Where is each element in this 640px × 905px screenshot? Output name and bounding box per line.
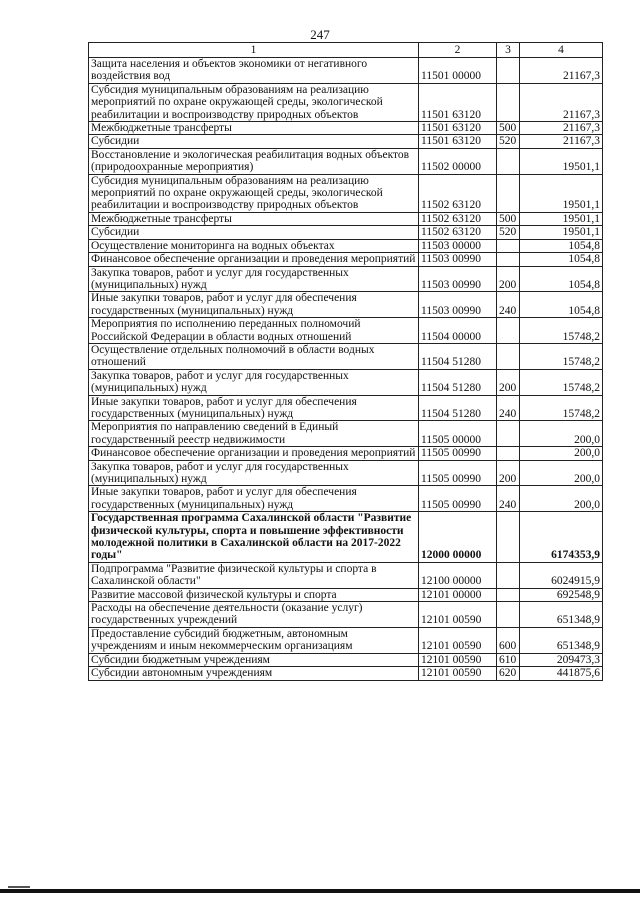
row-code: 12101 00590 [419, 667, 497, 680]
row-name: Закупка товаров, работ и услуг для государственных (муниципальных) нужд [89, 460, 419, 486]
row-name: Государственная программа Сахалинской области "Развитие физической культуры, спорта и повышение эффективности молодежной политики в Сахалинской области на 2017-2022 годы" [89, 512, 419, 563]
row-type: 520 [497, 135, 520, 148]
row-code: 11502 00000 [419, 148, 497, 174]
row-code: 11504 51280 [419, 395, 497, 421]
page-bottom-rule [0, 889, 640, 893]
row-amount: 200,0 [520, 421, 603, 447]
table-row [89, 148, 603, 174]
table-row [89, 343, 603, 369]
row-type [497, 148, 520, 174]
row-amount: 15748,2 [520, 318, 603, 344]
row-name: Субсидии [89, 135, 419, 148]
row-code: 11505 00990 [419, 486, 497, 512]
table-row [89, 318, 603, 344]
row-name: Иные закупки товаров, работ и услуг для обеспечения государственных (муниципальных) нужд [89, 486, 419, 512]
row-name: Осуществление отдельных полномочий в области водных отношений [89, 343, 419, 369]
row-amount: 441875,6 [520, 667, 603, 680]
row-type [497, 562, 520, 588]
row-name: Восстановление и экологическая реабилитация водных объектов (природоохранные мероприятия) [89, 148, 419, 174]
table-row [89, 226, 603, 239]
row-type: 500 [497, 122, 520, 135]
row-type: 620 [497, 667, 520, 680]
row-type [497, 421, 520, 447]
table-row [89, 667, 603, 680]
row-code: 12101 00590 [419, 653, 497, 666]
row-code: 11504 51280 [419, 343, 497, 369]
row-type: 610 [497, 653, 520, 666]
row-type: 500 [497, 212, 520, 225]
row-amount: 15748,2 [520, 343, 603, 369]
row-type [497, 83, 520, 121]
row-name: Финансовое обеспечение организации и проведения мероприятий [89, 447, 419, 460]
row-amount: 15748,2 [520, 369, 603, 395]
row-code: 11501 00000 [419, 58, 497, 84]
scan-mark [8, 886, 30, 888]
row-type: 520 [497, 226, 520, 239]
row-amount: 6174353,9 [520, 512, 603, 563]
row-name: Субсидия муниципальным образованиям на реализацию мероприятий по охране окружающей среды, экологической реабилитации и воспроизводству природных объектов [89, 174, 419, 212]
row-code: 11502 63120 [419, 174, 497, 212]
row-amount: 651348,9 [520, 627, 603, 653]
header-col-2: 2 [419, 43, 497, 58]
budget-table [88, 42, 603, 681]
table-row [89, 562, 603, 588]
row-amount: 19501,1 [520, 226, 603, 239]
table-row [89, 627, 603, 653]
row-amount: 200,0 [520, 486, 603, 512]
table-row [89, 292, 603, 318]
row-amount: 1054,8 [520, 239, 603, 252]
row-name: Иные закупки товаров, работ и услуг для обеспечения государственных (муниципальных) нужд [89, 292, 419, 318]
row-code: 11501 63120 [419, 122, 497, 135]
table-row [89, 266, 603, 292]
row-type [497, 512, 520, 563]
row-type [497, 239, 520, 252]
row-amount: 19501,1 [520, 174, 603, 212]
row-type: 240 [497, 395, 520, 421]
row-amount: 6024915,9 [520, 562, 603, 588]
row-code: 12100 00000 [419, 562, 497, 588]
page-number: 247 [310, 27, 330, 42]
row-amount: 19501,1 [520, 212, 603, 225]
header-col-1: 1 [89, 43, 419, 58]
row-code: 11503 00990 [419, 266, 497, 292]
table-row [89, 174, 603, 212]
row-type [497, 174, 520, 212]
table-row [89, 653, 603, 666]
row-code: 12000 00000 [419, 512, 497, 563]
row-type [497, 253, 520, 266]
row-type: 240 [497, 486, 520, 512]
header-col-3: 3 [497, 43, 520, 58]
row-code: 12101 00000 [419, 588, 497, 601]
row-code: 11503 00990 [419, 292, 497, 318]
table-row [89, 83, 603, 121]
row-name: Иные закупки товаров, работ и услуг для обеспечения государственных (муниципальных) нужд [89, 395, 419, 421]
table-row [89, 135, 603, 148]
row-amount: 200,0 [520, 460, 603, 486]
row-amount: 15748,2 [520, 395, 603, 421]
row-name: Межбюджетные трансферты [89, 122, 419, 135]
table-header-row [89, 43, 603, 58]
table-row [89, 602, 603, 628]
row-name: Мероприятия по исполнению переданных полномочий Российской Федерации в области водных отношений [89, 318, 419, 344]
row-name: Межбюджетные трансферты [89, 212, 419, 225]
row-code: 12101 00590 [419, 602, 497, 628]
row-amount: 19501,1 [520, 148, 603, 174]
row-code: 11504 51280 [419, 369, 497, 395]
row-amount: 21167,3 [520, 135, 603, 148]
row-name: Расходы на обеспечение деятельности (оказание услуг) государственных учреждений [89, 602, 419, 628]
row-code: 11504 00000 [419, 318, 497, 344]
row-amount: 651348,9 [520, 602, 603, 628]
row-type [497, 343, 520, 369]
row-name: Предоставление субсидий бюджетным, автономным учреждениям и иным некоммерческим организациям [89, 627, 419, 653]
row-name: Субсидии [89, 226, 419, 239]
row-code: 11501 63120 [419, 135, 497, 148]
table-row [89, 421, 603, 447]
table-row [89, 460, 603, 486]
row-amount: 1054,8 [520, 253, 603, 266]
row-code: 11503 00000 [419, 239, 497, 252]
row-type: 200 [497, 460, 520, 486]
row-code: 12101 00590 [419, 627, 497, 653]
row-code: 11505 00990 [419, 447, 497, 460]
row-name: Развитие массовой физической культуры и спорта [89, 588, 419, 601]
table-row [89, 122, 603, 135]
row-amount: 21167,3 [520, 83, 603, 121]
row-code: 11505 00990 [419, 460, 497, 486]
table-row [89, 486, 603, 512]
row-type [497, 602, 520, 628]
row-amount: 21167,3 [520, 58, 603, 84]
row-type: 200 [497, 369, 520, 395]
row-amount: 692548,9 [520, 588, 603, 601]
row-code: 11501 63120 [419, 83, 497, 121]
table-row [89, 58, 603, 84]
table-row [89, 447, 603, 460]
row-name: Закупка товаров, работ и услуг для государственных (муниципальных) нужд [89, 369, 419, 395]
row-amount: 209473,3 [520, 653, 603, 666]
row-type [497, 58, 520, 84]
row-name: Защита населения и объектов экономики от негативного воздействия вод [89, 58, 419, 84]
row-code: 11502 63120 [419, 212, 497, 225]
row-name: Субсидия муниципальным образованиям на реализацию мероприятий по охране окружающей среды, экологической реабилитации и воспроизводству природных объектов [89, 83, 419, 121]
table-row [89, 212, 603, 225]
table-row [89, 239, 603, 252]
row-code: 11505 00000 [419, 421, 497, 447]
row-type: 200 [497, 266, 520, 292]
table-row [89, 588, 603, 601]
row-name: Подпрограмма "Развитие физической культуры и спорта в Сахалинской области" [89, 562, 419, 588]
row-name: Финансовое обеспечение организации и проведения мероприятий [89, 253, 419, 266]
row-type: 240 [497, 292, 520, 318]
row-code: 11503 00990 [419, 253, 497, 266]
row-name: Субсидии автономным учреждениям [89, 667, 419, 680]
row-name: Мероприятия по направлению сведений в Единый государственный реестр недвижимости [89, 421, 419, 447]
row-amount: 200,0 [520, 447, 603, 460]
table-row [89, 512, 603, 563]
table-row [89, 369, 603, 395]
row-amount: 1054,8 [520, 292, 603, 318]
table-row [89, 395, 603, 421]
row-name: Осуществление мониторинга на водных объектах [89, 239, 419, 252]
row-type: 600 [497, 627, 520, 653]
row-type [497, 318, 520, 344]
row-amount: 1054,8 [520, 266, 603, 292]
row-amount: 21167,3 [520, 122, 603, 135]
row-name: Субсидии бюджетным учреждениям [89, 653, 419, 666]
row-name: Закупка товаров, работ и услуг для государственных (муниципальных) нужд [89, 266, 419, 292]
row-type [497, 447, 520, 460]
header-col-4: 4 [520, 43, 603, 58]
row-type [497, 588, 520, 601]
row-code: 11502 63120 [419, 226, 497, 239]
table-row [89, 253, 603, 266]
